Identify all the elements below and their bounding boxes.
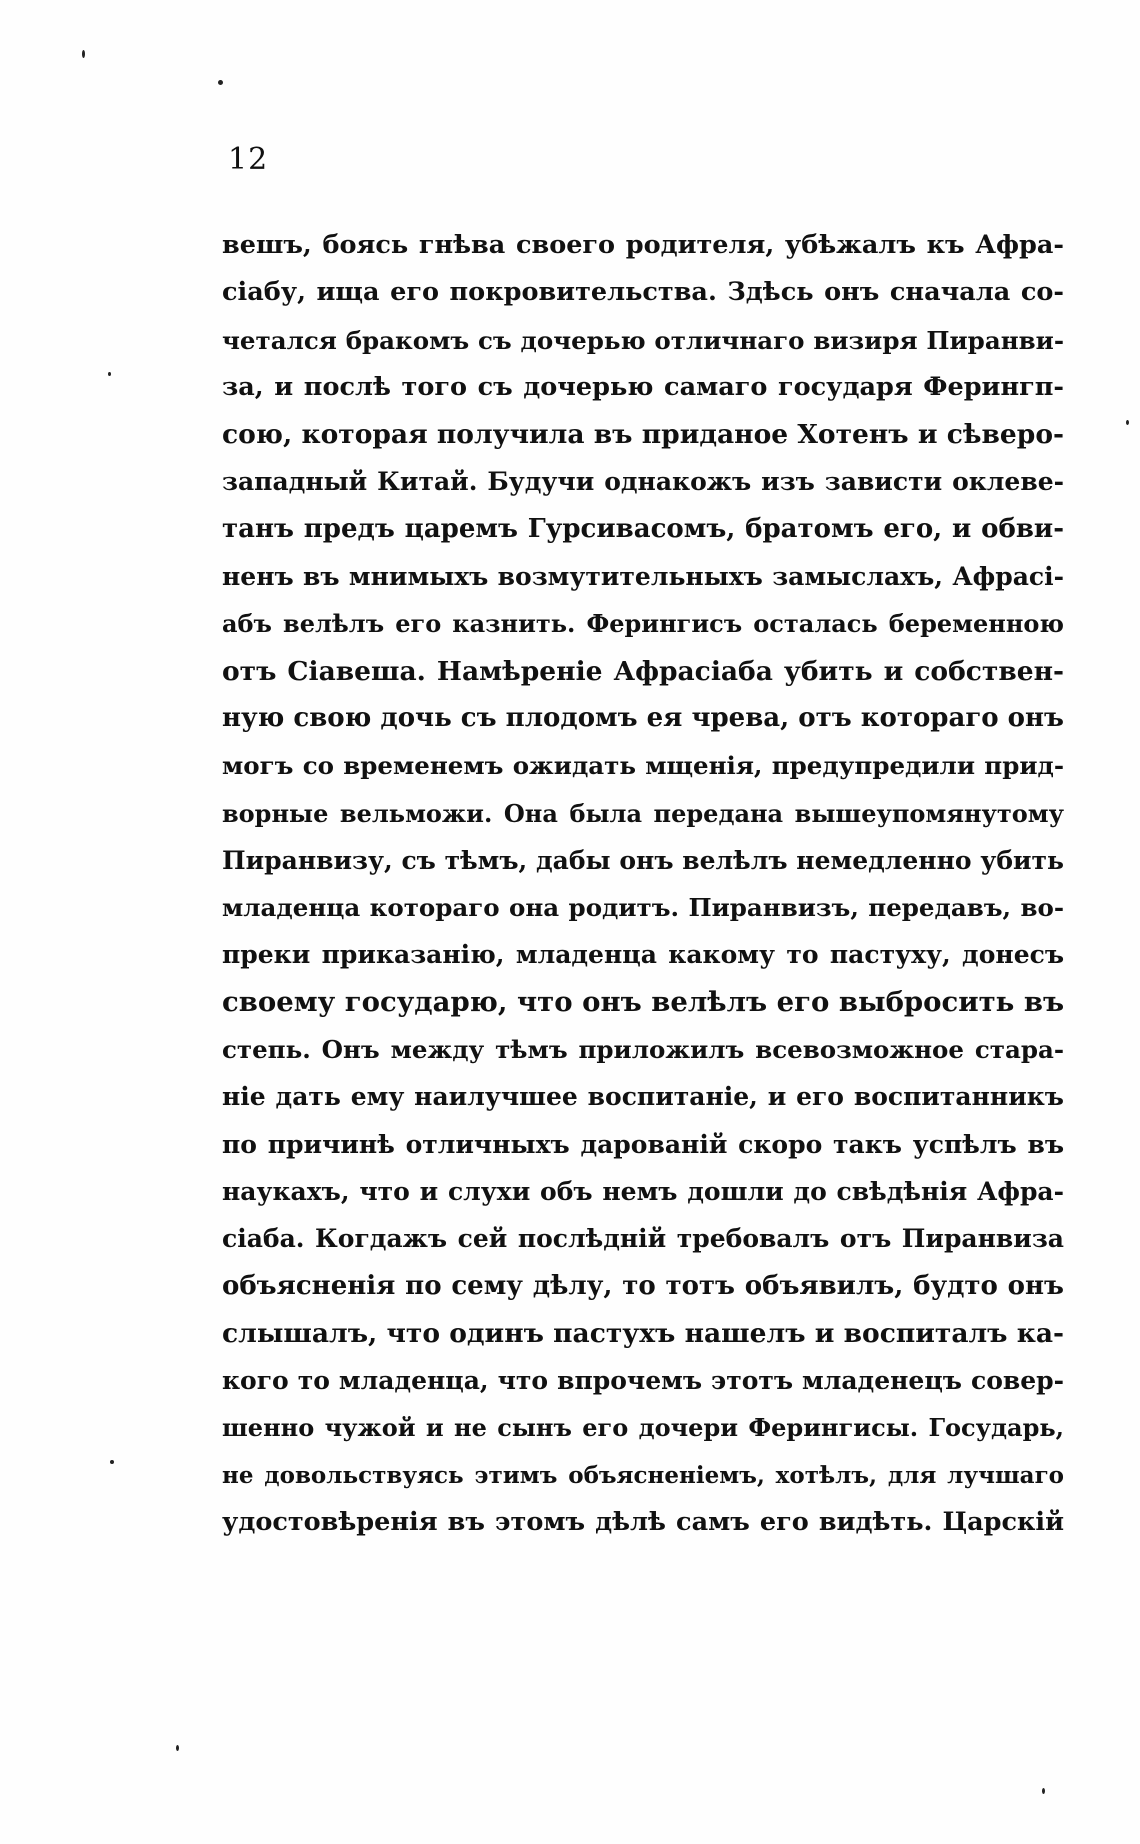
text-line: ніе дать ему наилучшее воспитаніе, и его воспитанникъ xyxy=(222,1082,1064,1112)
print-speck xyxy=(110,1460,114,1464)
text-line: западный Китай. Будучи однакожъ изъ зависти оклеве- xyxy=(222,467,1064,497)
text-line: за, и послѣ того съ дочерью самаго государя Ферингп- xyxy=(222,371,1064,402)
print-speck xyxy=(108,372,111,376)
text-line: своему государю, что онъ велѣлъ его выбросить въ xyxy=(222,985,1065,1018)
text-line: преки приказанію, младенца какому то пастуху, донесъ xyxy=(222,940,1064,970)
text-line: Пиранвизу, съ тѣмъ, дабы онъ велѣлъ немедленно убить xyxy=(222,845,1064,875)
text-line: вешъ, боясь гнѣва своего родителя, убѣжалъ къ Афра- xyxy=(222,230,1064,260)
print-speck xyxy=(1126,420,1129,425)
text-line: кого то младенца, что впрочемъ этотъ младенецъ совер- xyxy=(222,1366,1064,1396)
print-speck xyxy=(176,1745,179,1751)
text-line: шенно чужой и не сынъ его дочери Ферингисы. Государь, xyxy=(222,1413,1064,1443)
text-line: четался бракомъ съ дочерью отличнаго визиря Пиранви- xyxy=(222,325,1064,355)
text-line: ворные вельможи. Она была передана вышеупомянутому xyxy=(222,798,1064,828)
text-line: ненъ въ мнимыхъ возмутительныхъ замыслахъ, Афрасі- xyxy=(222,562,1064,592)
text-line: не довольствуясь этимъ объясненіемъ, хотѣлъ, для лучшаго xyxy=(222,1461,1064,1489)
text-line: могъ со временемъ ожидать мщенія, предупредили прид- xyxy=(222,751,1064,781)
text-line: удостовѣренія въ этомъ дѣлѣ самъ его видѣть. Царскій xyxy=(222,1507,1064,1538)
text-line: сіаба. Когдажъ сей послѣдній требовалъ отъ Пиранвиза xyxy=(222,1224,1064,1254)
text-line: абъ велѣлъ его казнить. Ферингисъ осталась беременною xyxy=(222,609,1064,639)
text-line: объясненія по сему дѣлу, то тотъ объявилъ, будто онъ xyxy=(222,1270,1064,1301)
text-line: слышалъ, что одинъ пастухъ нашелъ и воспиталъ ка- xyxy=(222,1317,1065,1349)
page-number: 12 xyxy=(228,142,269,177)
text-line: по причинѣ отличныхъ дарованій скоро такъ успѣлъ въ xyxy=(222,1129,1064,1159)
text-line: степь. Онъ между тѣмъ приложилъ всевозможное стара- xyxy=(222,1035,1064,1065)
print-speck xyxy=(82,50,85,58)
text-line: отъ Сіавеша. Намѣреніе Афрасіаба убить и собствен- xyxy=(222,655,1064,687)
text-line: ную свою дочь съ плодомъ ея чрева, отъ котораго онъ xyxy=(222,702,1064,733)
print-speck xyxy=(218,80,223,85)
text-line: сою, которая получила въ приданое Хотенъ и сѣверо- xyxy=(222,419,1064,451)
print-speck xyxy=(1042,1788,1045,1794)
text-line: наукахъ, что и слухи объ немъ дошли до свѣдѣнія Афра- xyxy=(222,1176,1064,1206)
text-line: сіабу, ища его покровительства. Здѣсь онъ сначала со- xyxy=(222,277,1064,308)
body-text xyxy=(222,222,1064,1546)
text-line: младенца котораго она родитъ. Пиранвизъ, передавъ, во- xyxy=(222,893,1064,923)
text-line: танъ предъ царемъ Гурсивасомъ, братомъ его, и обви- xyxy=(222,513,1064,544)
